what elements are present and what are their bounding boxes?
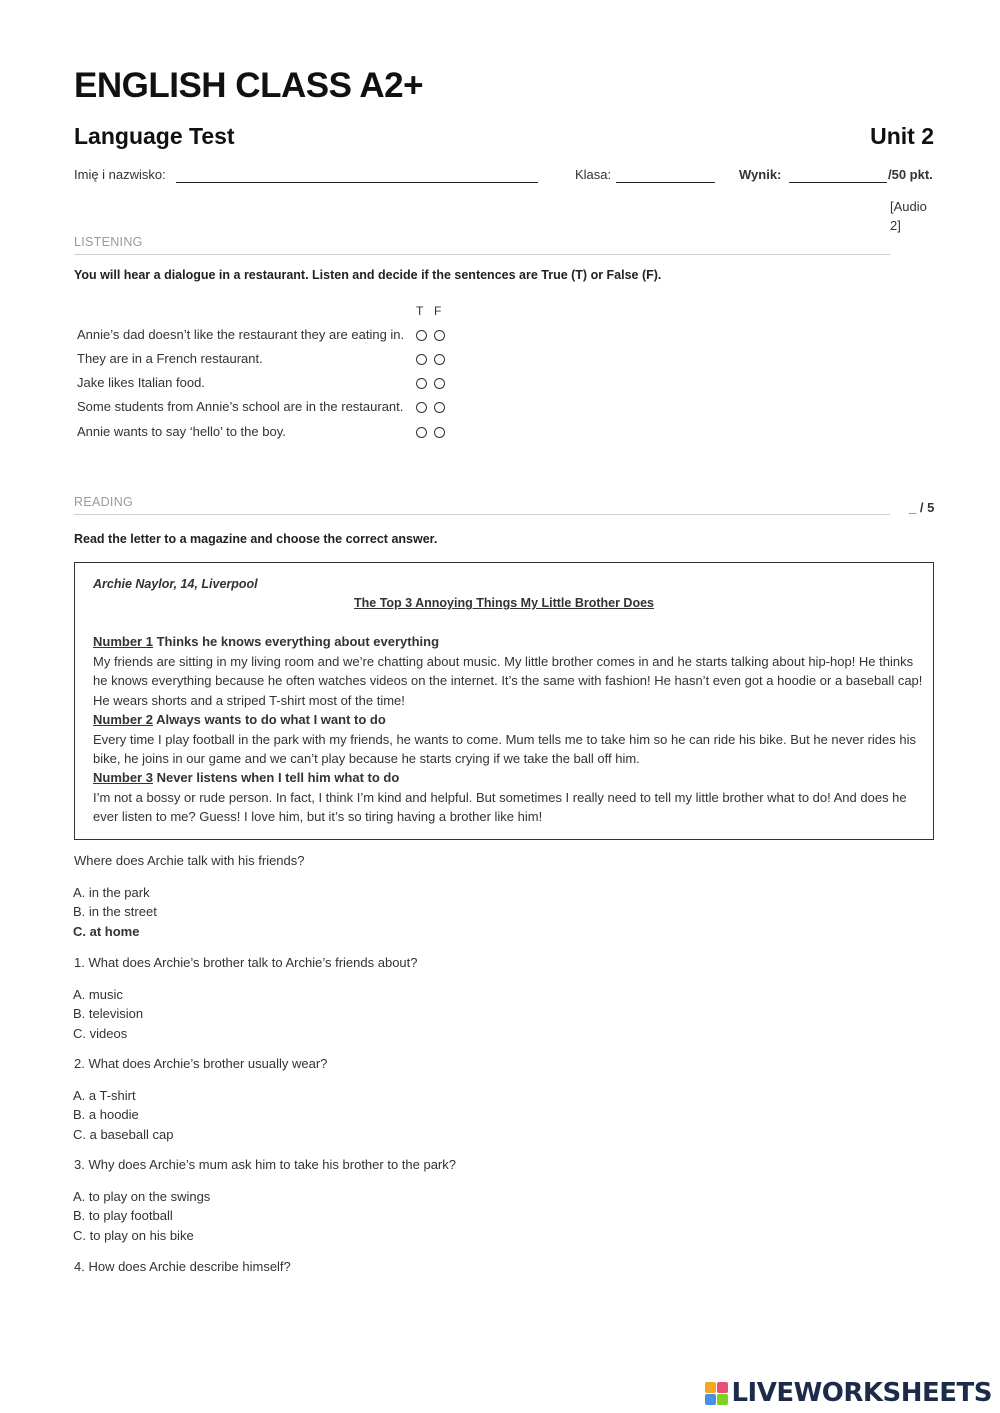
logo-cell-3 bbox=[705, 1394, 716, 1405]
letter-author: Archie Naylor, 14, Liverpool bbox=[93, 577, 258, 591]
letter-title: The Top 3 Annoying Things My Little Brother Does bbox=[354, 596, 654, 610]
statement-2: They are in a French restaurant. bbox=[77, 351, 263, 366]
statement-1: Annie’s dad doesn’t like the restaurant they are eating in. bbox=[77, 327, 405, 342]
true-radio-2[interactable] bbox=[416, 354, 427, 365]
page-title: ENGLISH CLASS A2+ bbox=[74, 66, 424, 105]
class-field[interactable] bbox=[616, 182, 715, 183]
false-radio-1[interactable] bbox=[434, 330, 445, 341]
section-1-number: Number 1 bbox=[93, 634, 153, 649]
question-3-option-c[interactable]: C. to play on his bike bbox=[73, 1227, 194, 1243]
example-question: Where does Archie talk with his friends? bbox=[74, 853, 305, 868]
name-label: Imię i nazwisko: bbox=[74, 167, 166, 182]
question-3-option-b[interactable]: B. to play football bbox=[73, 1208, 173, 1224]
column-false-header: F bbox=[434, 304, 442, 318]
listening-divider bbox=[74, 254, 890, 255]
question-2-option-a[interactable]: A. a T-shirt bbox=[73, 1088, 136, 1103]
question-3-options bbox=[73, 1187, 210, 1245]
example-option-a[interactable]: A. in the park bbox=[73, 885, 150, 900]
false-radio-4[interactable] bbox=[434, 402, 445, 413]
false-radio-3[interactable] bbox=[434, 378, 445, 389]
question-1-option-c[interactable]: C. videos bbox=[73, 1025, 128, 1041]
example-options bbox=[73, 883, 157, 941]
unit-label: Unit 2 bbox=[870, 123, 934, 149]
statement-5: Annie wants to say ‘hello’ to the boy. bbox=[77, 424, 286, 439]
section-3-heading: Never listens when I tell him what to do bbox=[152, 770, 400, 785]
section-2-number: Number 2 bbox=[93, 712, 153, 727]
section-2-body: Every time I play football in the park with my friends, he wants to come. Mum tells me to take him so he can ride his bike. But he never rides his bike, he joins in our game and we can’t play because he starts crying if we take the ball off him. bbox=[93, 731, 916, 766]
statement-4: Some students from Annie’s school are in the restaurant. bbox=[77, 399, 404, 414]
score-label: Wynik: bbox=[739, 167, 782, 182]
section-3-body: I’m not a bossy or rude person. In fact, I think I’m kind and helpful. But sometimes I really need to tell my little brother what to do! And does he ever listen to me? Guess! I love him, but it’s so tiring having a brother like him! bbox=[93, 789, 907, 824]
true-radio-5[interactable] bbox=[416, 427, 427, 438]
section-1-body: My friends are sitting in my living room and we’re chatting about music. My little brother comes in and he starts talking about hip-hop! He thinks he knows everything because he often watches videos on the internet. It’s the same with fashion! He hasn’t even got a hoodie or a baseball cap! He wears shorts and a striped T-shirt most of the time! bbox=[93, 653, 923, 708]
logo-cell-4 bbox=[717, 1394, 728, 1405]
false-radio-5[interactable] bbox=[434, 427, 445, 438]
page-subtitle: Language Test bbox=[74, 123, 235, 149]
name-field[interactable] bbox=[176, 182, 538, 183]
question-2-option-b[interactable]: B. a hoodie bbox=[73, 1107, 139, 1123]
example-option-b[interactable]: B. in the street bbox=[73, 904, 157, 920]
question-1-options bbox=[73, 985, 143, 1043]
question-1: 1. What does Archie’s brother talk to Archie’s friends about? bbox=[74, 955, 418, 970]
true-radio-3[interactable] bbox=[416, 378, 427, 389]
question-3-option-a[interactable]: A. to play on the swings bbox=[73, 1189, 211, 1204]
listening-instruction: You will hear a dialogue in a restaurant. Listen and decide if the sentences are True (T) or False (F). bbox=[74, 268, 662, 282]
column-true-header: T bbox=[416, 304, 424, 318]
logo-cell-2 bbox=[717, 1382, 728, 1393]
audio-note-line1: [Audio bbox=[890, 199, 927, 214]
question-1-option-b[interactable]: B. television bbox=[73, 1006, 144, 1022]
letter-section-2 bbox=[93, 710, 923, 769]
true-radio-1[interactable] bbox=[416, 330, 427, 341]
logo-grid-icon bbox=[705, 1382, 728, 1405]
question-1-option-a[interactable]: A. music bbox=[73, 987, 123, 1002]
listening-heading: LISTENING bbox=[74, 235, 143, 249]
question-2-option-c[interactable]: C. a baseball cap bbox=[73, 1126, 174, 1142]
brand-name: LIVEWORKSHEETS bbox=[731, 1378, 992, 1408]
score-total: /50 pkt. bbox=[888, 167, 933, 182]
letter-section-1 bbox=[93, 632, 923, 710]
false-radio-2[interactable] bbox=[434, 354, 445, 365]
reading-instruction: Read the letter to a magazine and choose the correct answer. bbox=[74, 532, 438, 546]
reading-score: _ / 5 bbox=[909, 500, 935, 515]
letter-section-3 bbox=[93, 768, 923, 827]
reading-heading: READING bbox=[74, 495, 134, 509]
score-field[interactable] bbox=[789, 182, 887, 183]
logo-cell-1 bbox=[705, 1382, 716, 1393]
liveworksheets-logo bbox=[705, 1378, 992, 1408]
section-2-heading: Always wants to do what I want to do bbox=[152, 712, 386, 727]
reading-divider bbox=[74, 514, 890, 515]
true-radio-4[interactable] bbox=[416, 402, 427, 413]
question-3: 3. Why does Archie’s mum ask him to take his brother to the park? bbox=[74, 1157, 456, 1172]
letter-box bbox=[74, 562, 934, 840]
statement-3: Jake likes Italian food. bbox=[77, 375, 205, 390]
question-2-options bbox=[73, 1086, 173, 1144]
class-label: Klasa: bbox=[575, 167, 612, 182]
question-4: 4. How does Archie describe himself? bbox=[74, 1259, 291, 1274]
example-option-c-selected[interactable]: C. at home bbox=[73, 923, 140, 939]
question-2: 2. What does Archie’s brother usually wear? bbox=[74, 1056, 328, 1071]
section-1-heading: Thinks he knows everything about everything bbox=[152, 634, 440, 649]
section-3-number: Number 3 bbox=[93, 770, 153, 785]
audio-note-line2: 2] bbox=[890, 218, 901, 233]
